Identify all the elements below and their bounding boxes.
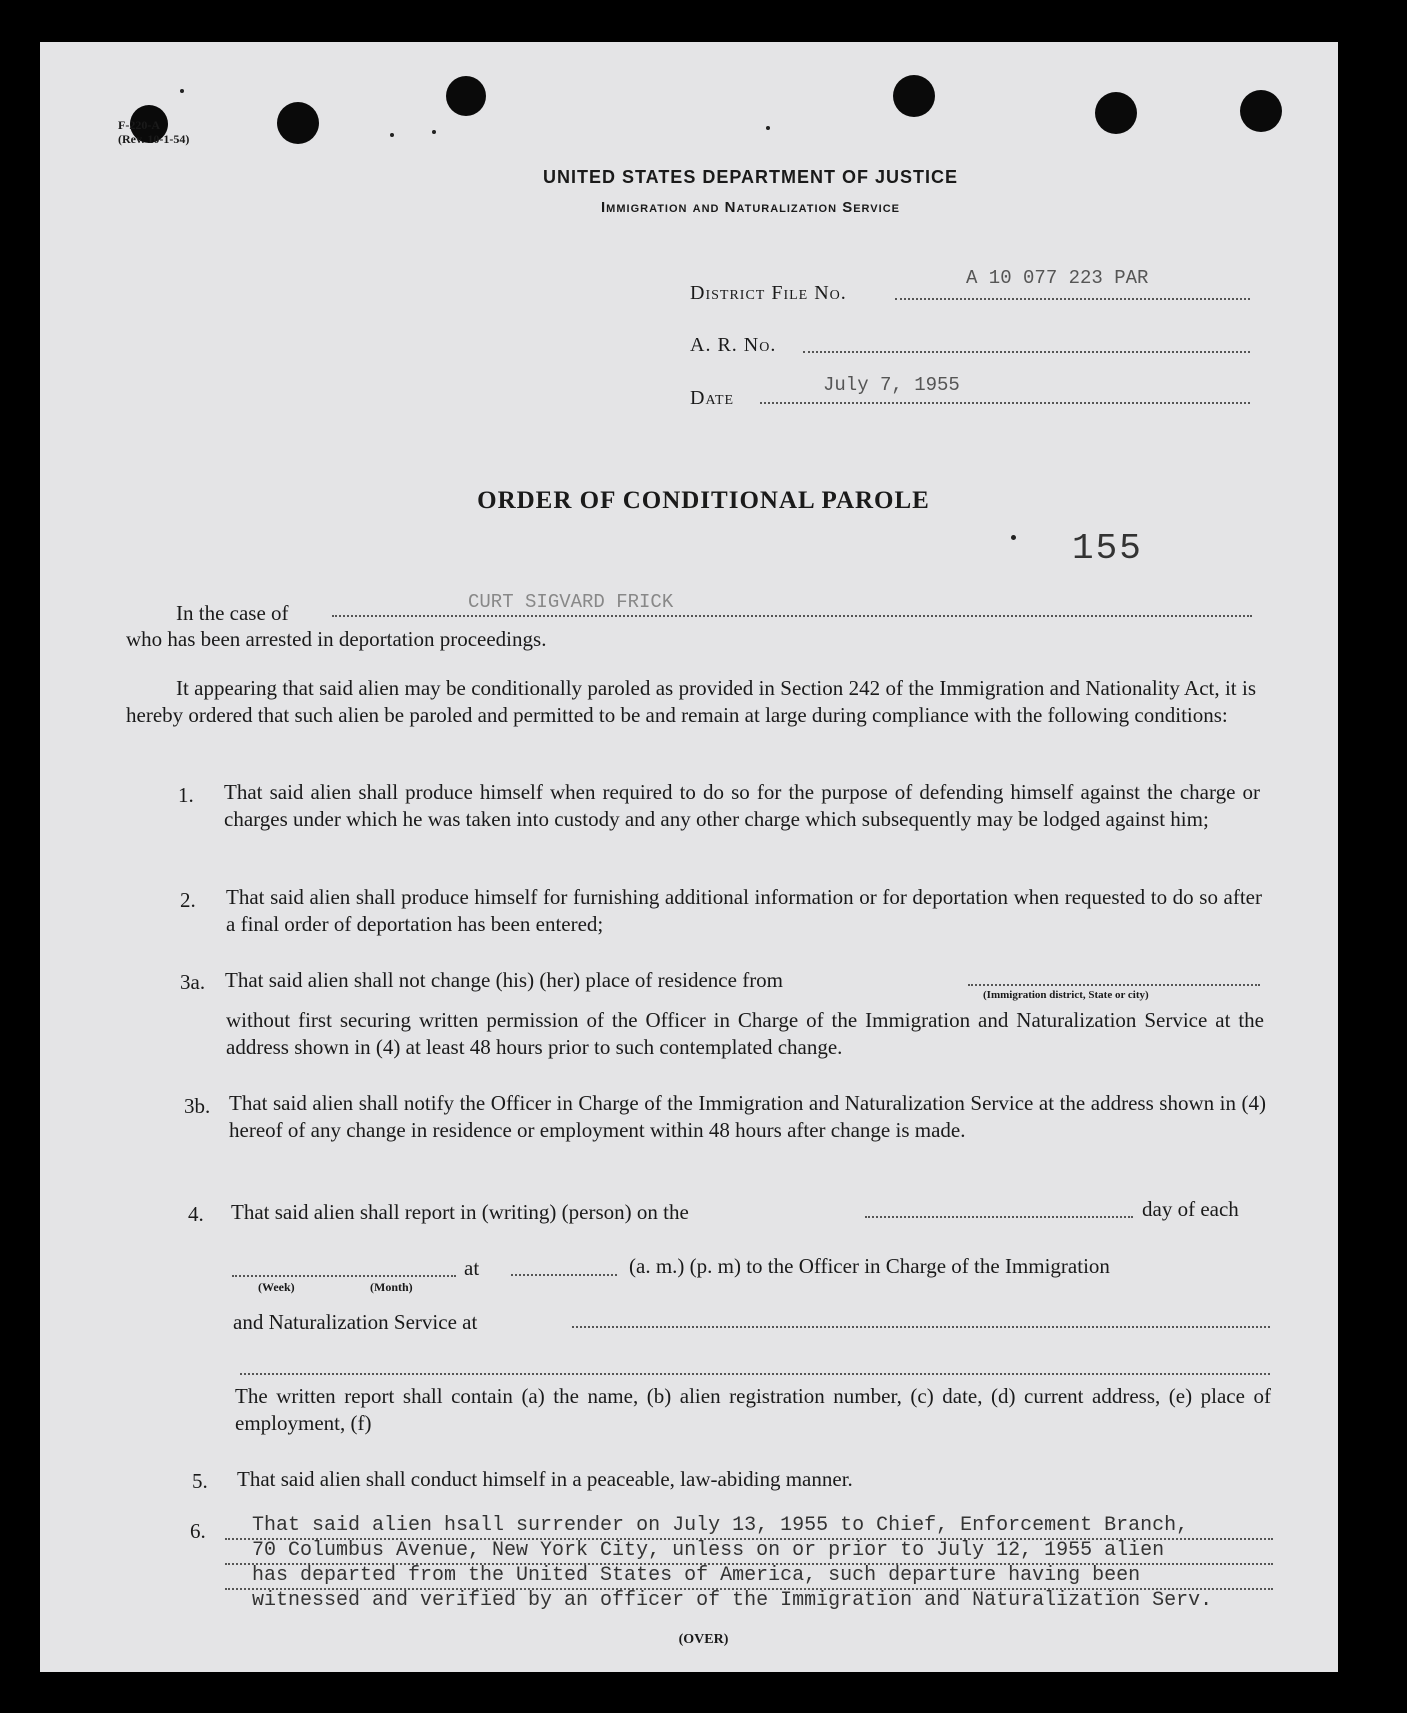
case-name: CURT SIGVARD FRICK <box>468 591 674 613</box>
punch-hole <box>893 75 935 117</box>
case-suffix: who has been arrested in deportation proceedings. <box>126 627 547 651</box>
order-title: ORDER OF CONDITIONAL PAROLE <box>477 487 930 514</box>
form-number: F-220-A (Rev. 10-1-54) <box>118 118 190 146</box>
condition-2-text: That said alien shall produce himself for furnishing additional information or for deportation when requested to do so after a final order of deportation has been entered; <box>226 885 1262 936</box>
speck <box>766 126 770 130</box>
time-line <box>511 1274 617 1276</box>
condition-3b-text: That said alien shall notify the Officer in Charge of the Immigration and Naturalization Service at the address shown in (4) hereof of any change in residence or employment within 48 hours after change is made. <box>229 1091 1266 1142</box>
punch-hole <box>277 102 319 144</box>
condition-3a-text-a: That said alien shall not change (his) (her) place of residence from <box>225 968 784 992</box>
district-file-value: A 10 077 223 PAR <box>966 267 1149 289</box>
condition-4-text-c: and Naturalization Service at <box>233 1310 478 1334</box>
condition-3a-text-b: without first securing written permission of the Officer in Charge of the Immigration and Naturalization Service at the address shown in (4) at least 48 hours prior to such contemplated change. <box>226 1008 1264 1059</box>
condition-4-number: 4. <box>188 1202 204 1226</box>
case-prefix: In the case of <box>176 601 289 625</box>
ar-label: A. R. No. <box>690 334 777 356</box>
condition-6-typed-line: has departed from the United States of America, such departure having been <box>252 1564 1141 1587</box>
condition-3b-number: 3b. <box>184 1094 211 1118</box>
date-value: July 7, 1955 <box>823 374 960 396</box>
service-header: Immigration and Naturalization Service <box>601 199 900 216</box>
condition-6-typed-line: 70 Columbus Avenue, New York City, unless on or prior to July 12, 1955 alien <box>252 1539 1165 1562</box>
residence-hint: (Immigration district, State or city) <box>983 989 1149 1001</box>
condition-2-number: 2. <box>180 888 196 912</box>
date-line <box>760 402 1250 404</box>
condition-4-text-d: The written report shall contain (a) the name, (b) alien registration number, (c) date, (d) current address, (e) place of employment, (f) <box>235 1384 1271 1435</box>
condition-6-number: 6. <box>190 1519 206 1543</box>
condition-5-number: 5. <box>192 1469 208 1493</box>
condition-5-text: That said alien shall conduct himself in a peaceable, law-abiding manner. <box>237 1467 853 1491</box>
condition-4-text-a: That said alien shall report in (writing) (person) on the <box>231 1200 689 1224</box>
over-footer: (OVER) <box>678 1632 729 1647</box>
case-name-line <box>332 615 1252 617</box>
speck <box>180 89 184 93</box>
service-address-line-2 <box>240 1373 1270 1375</box>
condition-4-at: at <box>464 1256 480 1280</box>
service-address-line <box>572 1326 1270 1328</box>
punch-hole <box>446 76 486 116</box>
department-header: UNITED STATES DEPARTMENT OF JUSTICE <box>542 167 958 187</box>
stamp-number: 155 <box>1072 528 1143 569</box>
district-file-line <box>895 298 1250 300</box>
week-month-line <box>232 1275 456 1277</box>
ar-line <box>803 351 1250 353</box>
condition-1-text: That said alien shall produce himself when required to do so for the purpose of defending himself against the charge or charges under which he was taken into custody and any other charge which subsequently may be lodged against him; <box>224 780 1260 831</box>
condition-6-typed-line: That said alien hsall surrender on July 13, 1955 to Chief, Enforcement Branch, <box>252 1514 1189 1537</box>
speck <box>1011 535 1016 540</box>
condition-1-number: 1. <box>178 783 194 807</box>
punch-hole <box>1095 92 1137 134</box>
punch-hole <box>1240 90 1282 132</box>
condition-4-text-a-end: day of each <box>1142 1197 1239 1221</box>
week-hint: (Week) <box>258 1280 295 1294</box>
condition-3a-number: 3a. <box>180 970 206 994</box>
date-label: Date <box>690 387 735 409</box>
speck <box>390 133 394 137</box>
report-day-line <box>865 1216 1133 1218</box>
district-file-label: District File No. <box>690 282 847 304</box>
residence-line <box>968 984 1260 986</box>
intro-paragraph: It appearing that said alien may be conditionally paroled as provided in Section 242 of the Immigration and Nationality Act, it is hereby ordered that such alien be paroled and permitted to be and remain at large during compliance with the following conditions: <box>126 676 1256 727</box>
speck <box>432 130 436 134</box>
month-hint: (Month) <box>370 1280 413 1294</box>
condition-6-typed-line: witnessed and verified by an officer of the Immigration and Naturalization Serv. <box>252 1589 1213 1612</box>
condition-4-text-b-end: (a. m.) (p. m) to the Officer in Charge of the Immigration <box>629 1254 1110 1278</box>
